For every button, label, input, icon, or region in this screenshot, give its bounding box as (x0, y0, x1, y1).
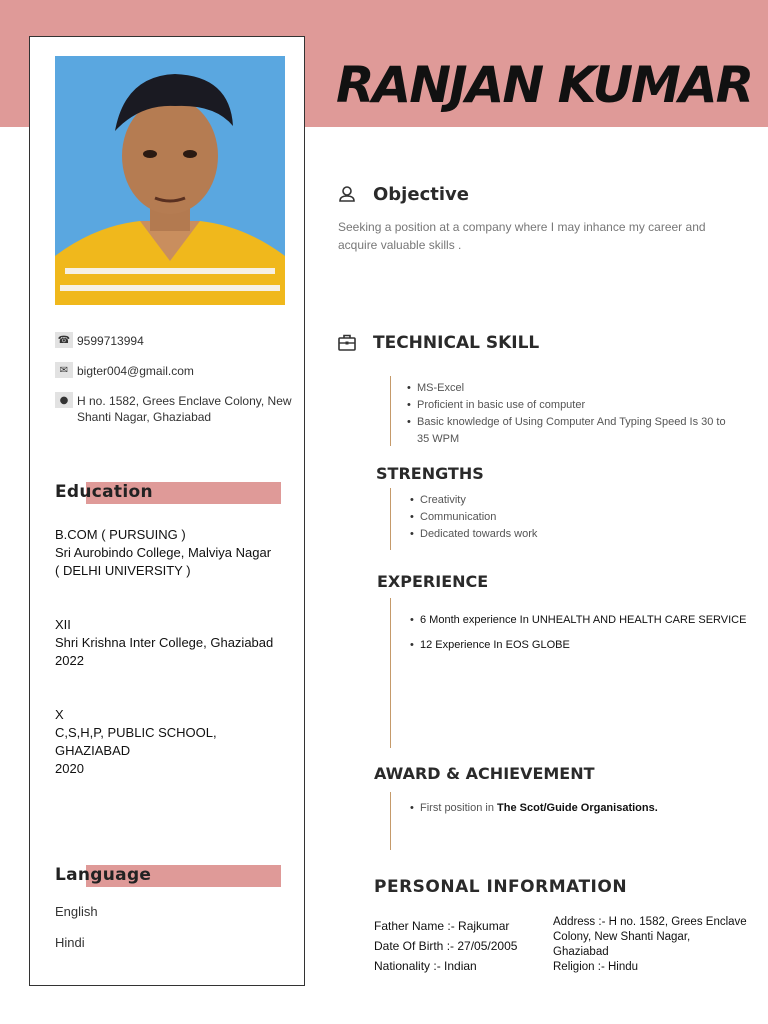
language-item: English (55, 904, 98, 919)
personal-left-column (374, 916, 517, 976)
language-item: Hindi (55, 935, 85, 950)
phone-number: 9599713994 (77, 334, 144, 348)
date-of-birth: Date Of Birth :- 27/05/2005 (374, 939, 518, 953)
candidate-name: RANJAN KUMAR (336, 56, 753, 114)
strengths-list (408, 492, 708, 543)
skill-divider (390, 376, 391, 446)
list-item: • 12 Experience In EOS GLOBE (408, 637, 753, 654)
edu-entry-x (55, 706, 217, 778)
list-item: • Basic knowledge of Using Computer And Typing Speed Is 30 to 35 WPM (405, 414, 735, 448)
person-icon (338, 185, 356, 203)
address-line-3: Ghaziabad (553, 946, 609, 958)
briefcase-icon (337, 333, 357, 353)
objective-text: Seeking a position at a company where I may inhance my career and acquire valuable skills . (338, 220, 706, 252)
award-prefix: First position in (420, 802, 498, 814)
award-list (408, 800, 753, 817)
religion: Religion :- Hindu (553, 961, 639, 973)
experience-list (408, 612, 753, 654)
profile-photo (55, 56, 285, 305)
technical-skill-list (405, 380, 735, 448)
list-item: • MS-Excel (405, 380, 735, 397)
edu-degree: X (55, 707, 64, 722)
language-title: Language (55, 865, 152, 885)
edu-degree: B.COM ( PURSUING ) (55, 527, 186, 542)
nationality: Nationality :- Indian (374, 959, 477, 973)
strengths-divider (390, 488, 391, 550)
award-divider (390, 792, 391, 850)
edu-university: ( DELHI UNIVERSITY ) (55, 563, 191, 578)
father-name: Father Name :- Rajkumar (374, 919, 510, 933)
list-item: • Proficient in basic use of computer (405, 397, 735, 414)
contact-email (55, 362, 295, 380)
technical-skill-title: TECHNICAL SKILL (373, 333, 540, 353)
phone-icon: ☎ (55, 332, 73, 348)
edu-entry-xii (55, 616, 273, 670)
email-address: bigter004@gmail.com (77, 364, 194, 378)
edu-city: GHAZIABAD (55, 743, 131, 758)
award-title: AWARD & ACHIEVEMENT (374, 764, 595, 783)
location-pin-icon: ● (55, 392, 73, 408)
edu-institution: C,S,H,P, PUBLIC SCHOOL, (55, 725, 217, 740)
education-title: Education (55, 482, 153, 502)
address-line-2: Shanti Nagar, Ghaziabad (77, 410, 212, 424)
edu-year: 2020 (55, 761, 84, 776)
objective-title: Objective (373, 184, 469, 205)
address-line-1: H no. 1582, Grees Enclave Colony, New (77, 394, 292, 408)
address-line-1: Address :- H no. 1582, Grees Enclave (553, 916, 747, 928)
edu-year: 2022 (55, 653, 84, 668)
personal-right-column (553, 915, 747, 975)
list-item: • 6 Month experience In UNHEALTH AND HEALTH CARE SERVICE (408, 612, 753, 629)
strengths-title: STRENGTHS (376, 464, 484, 483)
list-item: • Communication (408, 509, 708, 526)
list-item (408, 800, 753, 817)
edu-institution: Sri Aurobindo College, Malviya Nagar (55, 545, 272, 560)
edu-institution: Shri Krishna Inter College, Ghaziabad (55, 635, 274, 650)
edu-entry-bcom (55, 526, 271, 580)
edu-degree: XII (55, 617, 71, 632)
mail-icon: ✉ (55, 362, 73, 378)
list-item: • Dedicated towards work (408, 526, 708, 543)
award-org: The Scot/Guide Organisations. (497, 802, 658, 814)
contact-phone (55, 332, 295, 350)
personal-info-title: PERSONAL INFORMATION (374, 877, 628, 897)
list-item: • Creativity (408, 492, 708, 509)
contact-address (55, 392, 303, 426)
experience-title: EXPERIENCE (377, 572, 489, 591)
experience-divider (390, 598, 391, 748)
address-line-2: Colony, New Shanti Nagar, (553, 931, 691, 943)
